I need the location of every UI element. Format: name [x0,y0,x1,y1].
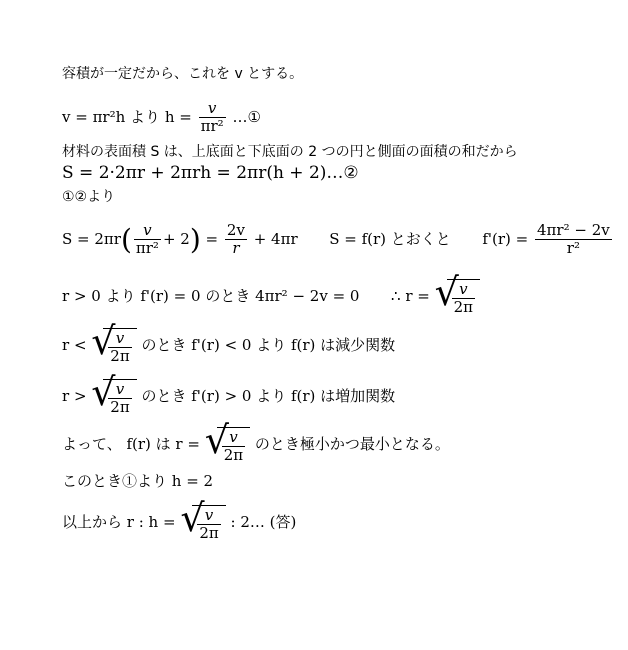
fraction-numerator: v [197,507,220,525]
fraction-denominator: 2π [110,398,130,417]
line-9-text-b: のとき f'(r) > 0 より f(r) は増加関数 [141,386,396,405]
line-2-text-a: v = πr²h より h = [62,107,192,126]
sqrt-expression: √ $\frac{v}{2\pi}$ [435,277,480,317]
text-line-1 [62,67,303,81]
equation-line-6 [62,222,614,258]
sqrt-expression: √ $\frac{v}{2\pi}$ [91,377,136,417]
fraction-numerator: v [199,100,226,118]
equation-line-12 [62,496,297,543]
fraction-derivative [535,222,612,258]
line-6-text-f: f'(r) = [482,229,529,248]
line-6-text-e: S = f(r) とおくと [329,229,451,248]
text-line-3 [62,145,518,159]
equation-line-7 [62,270,480,317]
line-8-text-b: のとき f'(r) < 0 より f(r) は減少関数 [141,335,396,354]
paren-close: ) [189,222,201,256]
equation-line-11 [62,474,213,489]
fraction-denominator: r² [566,239,580,258]
line-8-text-a: r < [62,335,87,354]
line-6-text-a: S = 2πr [62,229,121,248]
line-10-text-b: のとき極小かつ最小となる。 [254,434,450,453]
fraction-h [199,100,226,136]
line-7-text-b: ∴ r = [391,286,430,305]
equation-line-8 [62,319,396,366]
text-line-5 [62,190,115,204]
line-6-text-d: + 4πr [253,229,298,248]
equation-line-4 [62,165,359,182]
sqrt-expression: √ $\frac{v}{2\pi}$ [91,326,136,366]
paren-open: ( [120,222,132,256]
fraction-denominator: 2π [110,347,130,366]
line-11-text: このとき①より h = 2 [62,472,214,490]
fraction-numerator: 2v [226,221,245,239]
sqrt-expression: √ $\frac{v}{2\pi}$ [205,425,250,465]
line-6-text-b: + 2 [162,229,190,248]
line-10-text-a: よって、 f(r) は r = [62,434,200,453]
fraction-numerator: v [452,281,475,299]
fraction-denominator: 2π [199,524,219,543]
fraction-2v-over-r [225,222,247,258]
line-6-text-c: = [205,229,219,248]
fraction-denominator: 2π [223,446,244,465]
line-12-text-b: : 2… (答) [230,512,297,531]
fraction-numerator: v [108,330,131,348]
line-12-text-a: 以上から r : h = [62,512,176,531]
line-4-text: S = 2·2πr + 2πrh = 2πr(h + 2)…② [62,163,359,183]
line-3-text: 材料の表面積 S は、上底面と下底面の 2 つの円と側面の面積の和だから [62,144,518,160]
fraction-denominator: πr² [135,239,159,258]
fraction-denominator: πr² [200,117,224,136]
equation-line-10 [62,418,450,465]
fraction-numerator: v [222,429,245,447]
line-5-text: ①②より [62,189,116,205]
fraction-numerator: v [134,222,161,240]
equation-line-9 [62,370,396,417]
line-7-text-a: r > 0 より f'(r) = 0 のとき 4πr² − 2v = 0 [62,286,360,305]
equation-line-2 [62,100,261,136]
line-1-text: 容積が一定だから、これを v とする。 [62,66,304,82]
fraction-denominator: 2π [453,298,474,317]
line-2-text-b: …① [232,107,261,126]
fraction-v-over-pir2 [134,222,161,258]
fraction-denominator: r [232,239,240,258]
fraction-numerator: 4πr² − 2v [537,221,610,239]
line-9-text-a: r > [62,386,87,405]
fraction-numerator: v [108,381,131,399]
sqrt-expression: √ $\frac{v}{2\pi}$ [180,503,225,543]
